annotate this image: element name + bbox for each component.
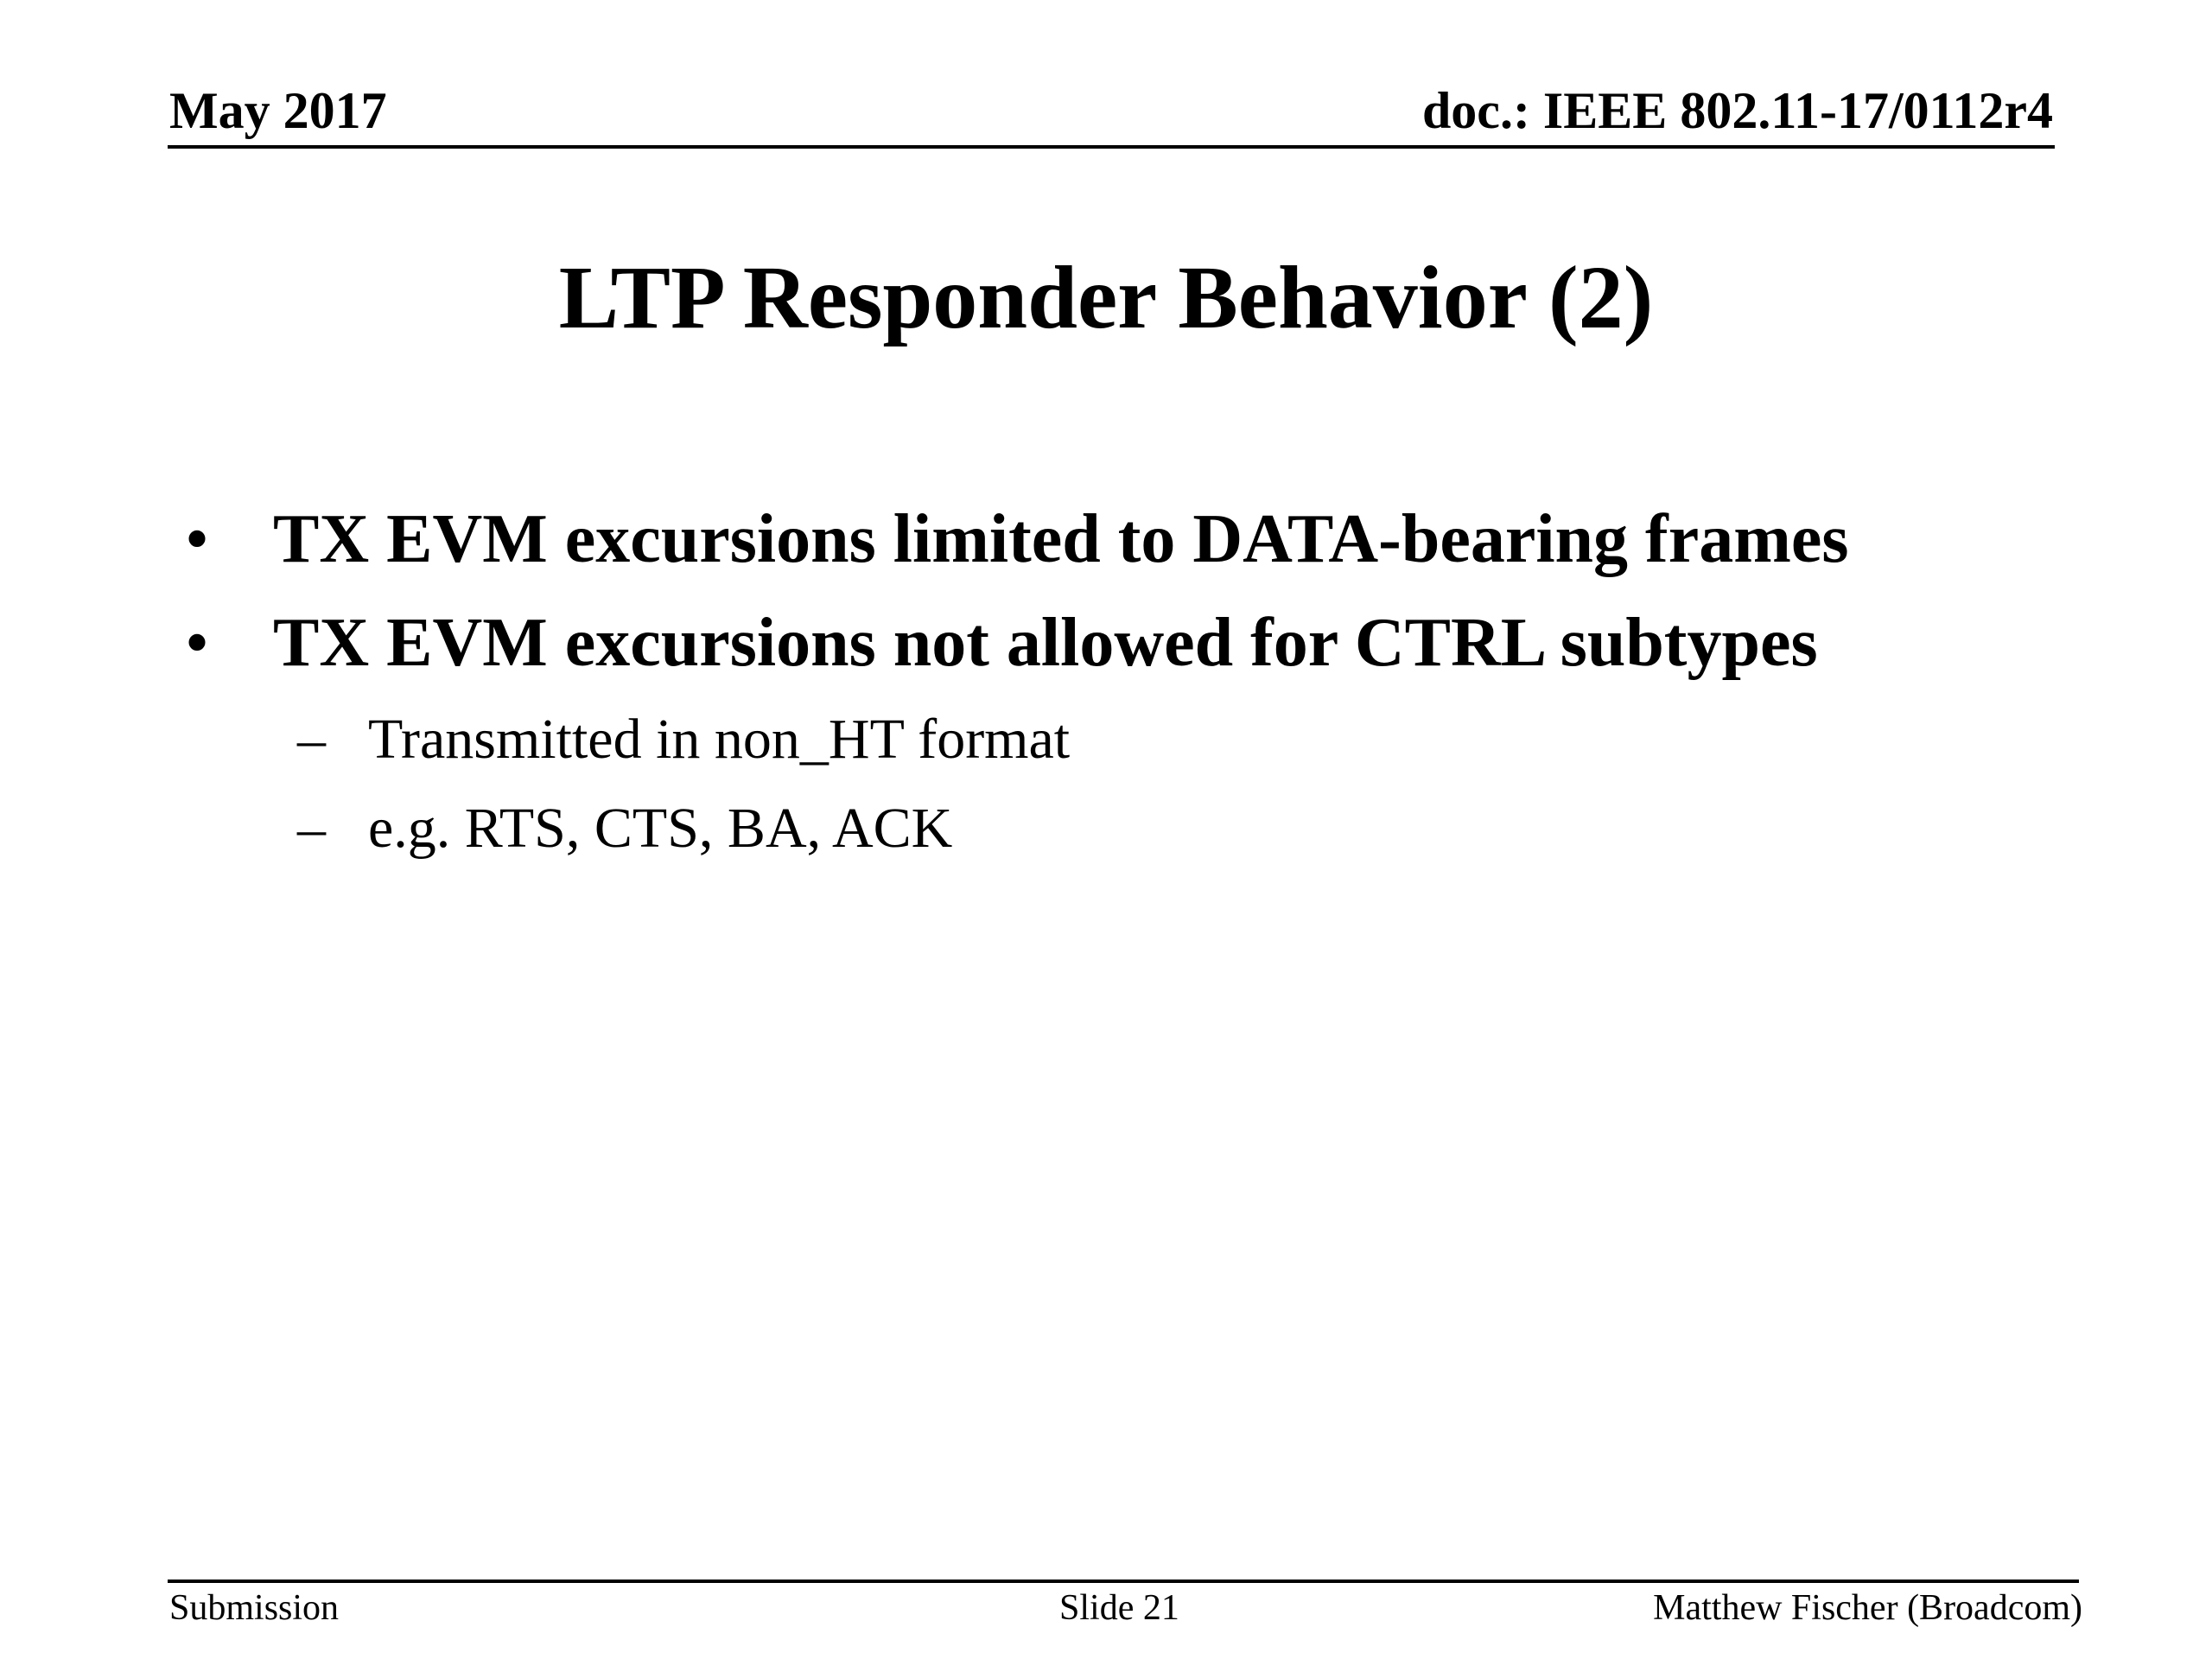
footer-slide-number: Slide 21 bbox=[1059, 1588, 1179, 1628]
sub-bullet-text: Transmitted in non_HT format bbox=[368, 708, 1071, 771]
footer-author: Matthew Fischer (Broadcom) bbox=[1653, 1588, 2082, 1628]
bullet-marker: • bbox=[185, 501, 210, 577]
header-divider bbox=[168, 145, 2055, 149]
footer-divider bbox=[168, 1580, 2079, 1583]
bullet-text: TX EVM excursions not allowed for CTRL subtypes bbox=[273, 605, 1818, 681]
sub-bullet-item bbox=[297, 709, 2086, 772]
footer-submission: Submission bbox=[169, 1588, 340, 1628]
header-doc-id: doc.: IEEE 802.11-17/0112r4 bbox=[1421, 82, 2053, 139]
bullet-item bbox=[185, 605, 2086, 681]
bullet-text: TX EVM excursions limited to DATA-bearing frames bbox=[273, 501, 1849, 577]
bullet-list bbox=[185, 501, 2086, 886]
sub-bullet-marker: – bbox=[297, 796, 326, 860]
bullet-marker: • bbox=[185, 605, 210, 681]
bullet-item bbox=[185, 501, 2086, 577]
sub-bullet-item bbox=[297, 798, 2086, 861]
sub-bullet-text: e.g. RTS, CTS, BA, ACK bbox=[368, 796, 953, 860]
header-date: May 2017 bbox=[169, 82, 387, 139]
sub-bullet-marker: – bbox=[297, 708, 326, 771]
slide-title: LTP Responder Behavior (2) bbox=[558, 248, 1654, 347]
